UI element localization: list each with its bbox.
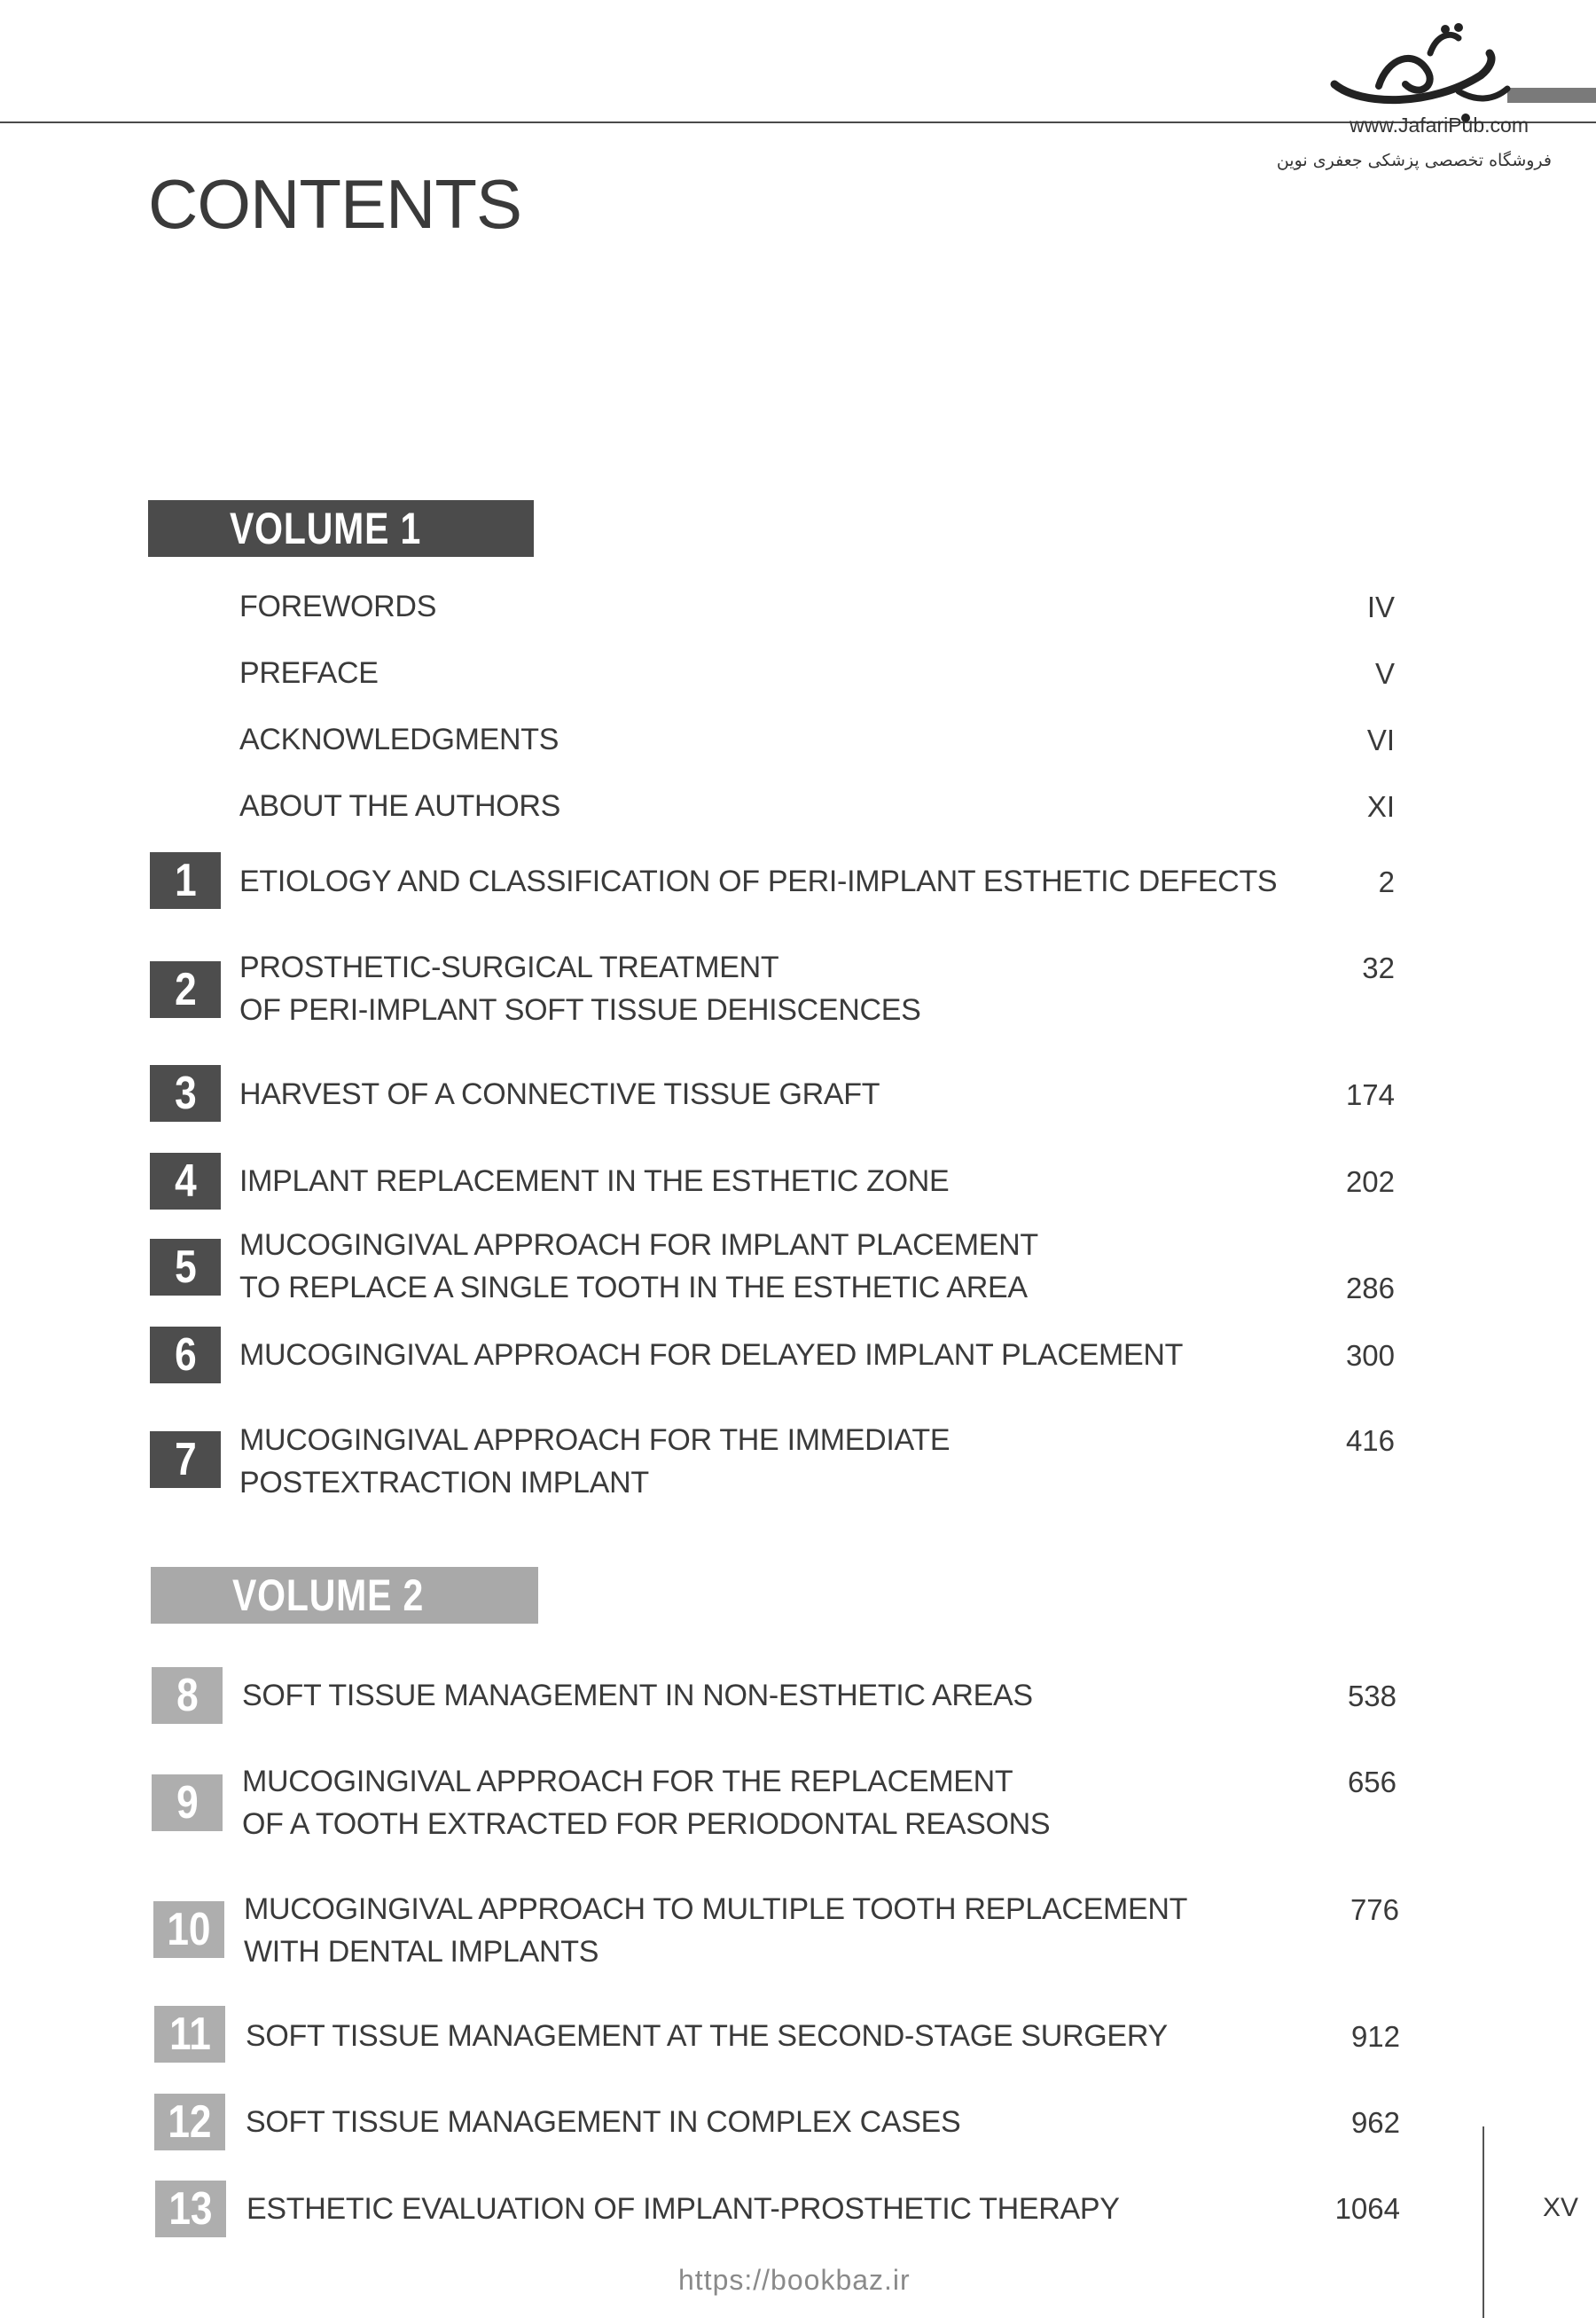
chapter-page: 202 <box>1345 1165 1395 1198</box>
chapter-number-badge: 2 <box>150 961 221 1018</box>
chapter-page: 286 <box>1345 1272 1395 1304</box>
chapter-page: 912 <box>1350 2020 1400 2053</box>
toc-entry-acknowledgments[interactable]: ACKNOWLEDGMENTS <box>239 723 559 756</box>
toc-page-acknowledgments: VI <box>1366 724 1395 756</box>
chapter-number-badge: 4 <box>150 1153 221 1210</box>
chapter-number-badge: 5 <box>150 1239 221 1296</box>
chapter-title[interactable]: MUCOGINGIVAL APPROACH FOR THE REPLACEMENT <box>242 1765 1013 1798</box>
chapter-number-badge: 13 <box>155 2181 226 2237</box>
toc-entry-forewords[interactable]: FOREWORDS <box>239 590 437 623</box>
chapter-number-badge: 8 <box>152 1667 223 1724</box>
toc-page-forewords: IV <box>1366 591 1395 623</box>
chapter-title-continued[interactable]: OF A TOOTH EXTRACTED FOR PERIODONTAL REASONS <box>242 1807 1051 1841</box>
chapter-title-continued[interactable]: TO REPLACE A SINGLE TOOTH IN THE ESTHETIC AREA <box>239 1271 1028 1304</box>
chapter-page: 300 <box>1345 1339 1395 1372</box>
chapter-page: 174 <box>1345 1078 1395 1111</box>
chapter-number-badge: 12 <box>154 2094 225 2150</box>
publisher-caption: فروشگاه تخصصی پزشکی جعفری نوین <box>1276 151 1552 170</box>
chapter-page: 776 <box>1350 1893 1399 1926</box>
volume-2-banner: VOLUME 2 <box>151 1567 538 1624</box>
chapter-title[interactable]: SOFT TISSUE MANAGEMENT AT THE SECOND-STAGE SURGERY <box>246 2019 1168 2053</box>
chapter-page: 1064 <box>1334 2192 1400 2225</box>
chapter-page: 962 <box>1350 2106 1400 2139</box>
chapter-number-badge: 10 <box>153 1901 224 1958</box>
chapter-number-badge: 6 <box>150 1327 221 1383</box>
chapter-title[interactable]: MUCOGINGIVAL APPROACH FOR DELAYED IMPLANT PLACEMENT <box>239 1338 1184 1372</box>
chapter-number-badge: 1 <box>150 852 221 909</box>
chapter-page: 2 <box>1378 865 1395 898</box>
chapter-title[interactable]: SOFT TISSUE MANAGEMENT IN COMPLEX CASES <box>246 2105 961 2139</box>
volume-1-banner: VOLUME 1 <box>148 500 534 557</box>
chapter-title[interactable]: MUCOGINGIVAL APPROACH FOR THE IMMEDIATE <box>239 1423 951 1457</box>
toc-page-about-authors: XI <box>1366 790 1395 823</box>
chapter-title[interactable]: ESTHETIC EVALUATION OF IMPLANT-PROSTHETIC THERAPY <box>246 2192 1120 2226</box>
chapter-number-badge: 3 <box>150 1065 221 1122</box>
chapter-page: 32 <box>1362 951 1395 984</box>
footer-url[interactable]: https://bookbaz.ir <box>678 2264 911 2296</box>
chapter-number-badge: 7 <box>150 1431 221 1488</box>
chapter-page: 656 <box>1347 1766 1396 1798</box>
chapter-title[interactable]: MUCOGINGIVAL APPROACH FOR IMPLANT PLACEMENT <box>239 1228 1038 1262</box>
chapter-title[interactable]: ETIOLOGY AND CLASSIFICATION OF PERI-IMPLANT ESTHETIC DEFECTS <box>239 865 1278 898</box>
page-title: CONTENTS <box>148 165 521 243</box>
chapter-number-badge: 11 <box>154 2006 225 2063</box>
page-number: XV <box>1543 2193 1579 2222</box>
header-accent-bar <box>1507 88 1596 103</box>
chapter-title[interactable]: PROSTHETIC-SURGICAL TREATMENT <box>239 951 779 984</box>
chapter-number-badge: 9 <box>152 1774 223 1831</box>
chapter-title-continued[interactable]: OF PERI-IMPLANT SOFT TISSUE DEHISCENCES <box>239 993 921 1027</box>
chapter-title-continued[interactable]: WITH DENTAL IMPLANTS <box>244 1935 599 1969</box>
publisher-site: www.JafariPub.com <box>1350 114 1529 137</box>
chapter-title[interactable]: MUCOGINGIVAL APPROACH TO MULTIPLE TOOTH REPLACEMENT <box>244 1892 1188 1926</box>
chapter-title[interactable]: IMPLANT REPLACEMENT IN THE ESTHETIC ZONE <box>239 1164 950 1198</box>
page-edge-rule <box>1483 2126 1484 2318</box>
chapter-title[interactable]: SOFT TISSUE MANAGEMENT IN NON-ESTHETIC AREAS <box>242 1679 1033 1712</box>
chapter-title[interactable]: HARVEST OF A CONNECTIVE TISSUE GRAFT <box>239 1077 880 1111</box>
toc-entry-about-authors[interactable]: ABOUT THE AUTHORS <box>239 789 561 823</box>
chapter-page: 416 <box>1345 1424 1395 1457</box>
toc-entry-preface[interactable]: PREFACE <box>239 656 379 690</box>
chapter-title-continued[interactable]: POSTEXTRACTION IMPLANT <box>239 1466 649 1500</box>
toc-page-preface: V <box>1374 657 1395 690</box>
chapter-page: 538 <box>1347 1680 1396 1712</box>
